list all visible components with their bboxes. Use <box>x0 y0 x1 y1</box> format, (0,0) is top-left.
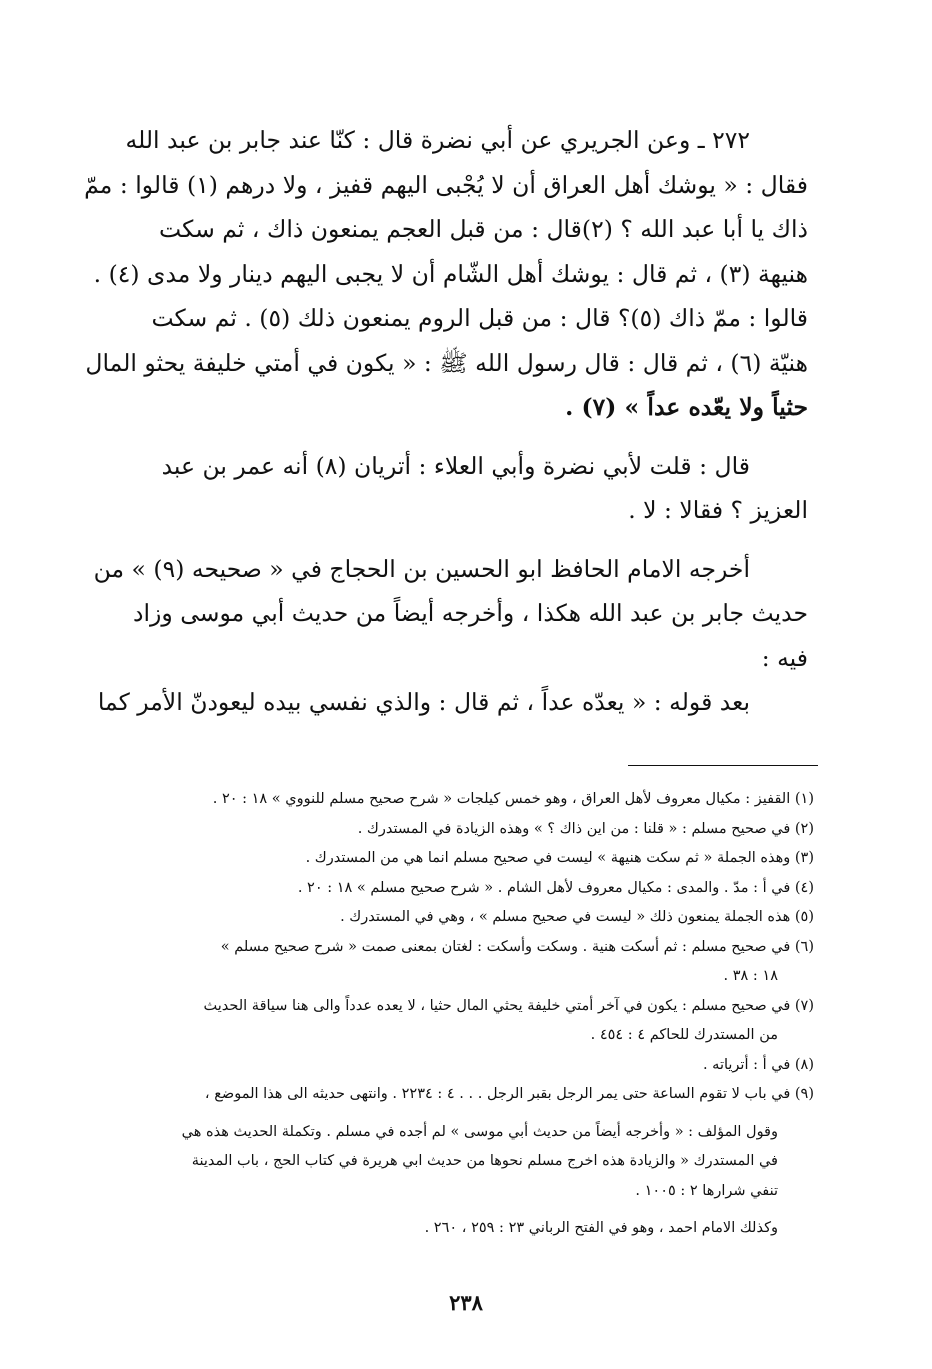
footnote-separator <box>628 765 818 766</box>
footnote-1: (١) القفيز : مكيال معروف لأهل العراق ، وهو خمس كيلجات « شرح صحيح مسلم للنووي » ١٨ : ٢٠ . <box>212 791 814 807</box>
main-text <box>84 118 808 725</box>
footnote-4: (٤) في أ : مدّ . والمدى : مكيال معروف لأهل الشام . « شرح صحيح مسلم » ١٨ : ٢٠ . <box>297 879 814 896</box>
footnote-7-continued: من المستدرك للحاكم ٤ : ٤٥٤ . <box>590 1027 778 1043</box>
footnote-2: (٢) في صحيح مسلم : « قلنا : من اين ذاك ؟ » وهذه الزيادة في المستدرك . <box>357 820 814 837</box>
footnote-8: (٨) في أ : أترياته . <box>702 1056 814 1073</box>
footnote-5: (٥) هذه الجملة يمنعون ذلك « ليست في صحيح مسلم » ، وهي في المستدرك . <box>340 909 814 925</box>
footnote-6: (٦) في صحيح مسلم : ثم أسكت هنية . وسكت وأسكت : لغتان بمعنى صمت « شرح صحيح مسلم » <box>220 938 814 955</box>
hadith-272-line-2: فقال : « يوشك أهل العراق أن لا يُجْبى اليهم قفيز ، ولا درهم (١) قالوا : ممّ <box>84 170 808 199</box>
hadith-272-line-4: هنيهة (٣) ، ثم قال : يوشك أهل الشّام أن لا يجبى اليهم دينار ولا مدى (٤) . <box>93 259 808 288</box>
hadith-272-line-1: ٢٧٢ ـ وعن الجريري عن أبي نضرة قال : كنّا عند جابر بن عبد الله <box>125 126 750 154</box>
footnote-9-continued-3: تنفي شرارها ٢ : ١٠٠٥ . <box>635 1182 778 1199</box>
narrator-question-line-1: قال : قلت لأبي نضرة وأبي العلاء : أتريان (٨) أنه عمر بن عبد <box>161 451 750 480</box>
page-number: ٢٣٨ <box>449 1290 483 1315</box>
takhrij-line-3: فيه : <box>761 643 808 672</box>
footnote-9-continued-2: في المستدرك « والزيادة هذه اخرج مسلم نحوها من حديث ابي هريرة في كتاب الحج ، باب المدينة <box>191 1153 778 1169</box>
footnote-7: (٧) في صحيح مسلم : يكون في آخر أمتي خليفة يحثي المال حثيا ، لا يعده عدداً والى هنا سياقة الحديث <box>203 997 814 1014</box>
footnote-3: (٣) وهذه الجملة « ثم سكت هنيهة » ليست في صحيح مسلم انما هي من المستدرك . <box>305 850 814 866</box>
narrator-question-line-2: العزيز ؟ فقالا : لا . <box>628 496 808 524</box>
footnotes <box>118 785 814 1244</box>
footnote-9-continued-1: وقول المؤلف : « وأخرجه أيضاً من حديث أبي موسى » لم أجده في مسلم . وتكملة الحديث هذه هي <box>181 1123 778 1140</box>
footnote-9: (٩) في باب لا تقوم الساعة حتى يمر الرجل بقبر الرجل . . . ٤ : ٢٢٣٤ . وانتهى حديثه الى هذا الموضع ، <box>204 1086 814 1102</box>
takhrij-line-2: حديث جابر بن عبد الله هكذا ، وأخرجه أيضاً من حديث أبي موسى وزاد <box>133 599 808 627</box>
takhrij-line-4: بعد قوله : « يعدّه عداً ، ثم قال : والذي نفسي بيده ليعودنّ الأمر كما <box>97 688 750 716</box>
hadith-272-line-5: قالوا : ممّ ذاك (٥)؟ قال : من قبل الروم يمنعون ذلك (٥) . ثم سكت <box>151 304 808 332</box>
hadith-272-line-3: ذاك يا أبا عبد الله ؟ (٢)قال : من قبل العجم يمنعون ذاك ، ثم سكت <box>159 215 808 243</box>
footnote-6-continued: ١٨ : ٣٨ . <box>723 968 778 984</box>
hadith-272-line-6: هنيّة (٦) ، ثم قال : قال رسول الله ﷺ : « يكون في أمتي خليفة يحثو المال <box>85 348 808 377</box>
hadith-272-line-7: حثياً ولا يعّده عداً » (٧) . <box>565 393 808 421</box>
takhrij-line-1: أخرجه الامام الحافظ ابو الحسين بن الحجاج في « صحيحه (٩) » من <box>93 554 750 583</box>
footnote-9-continued-4: وكذلك الامام احمد ، وهو في الفتح الرباني ٢٣ : ٢٥٩ ، ٢٦٠ . <box>424 1220 778 1236</box>
